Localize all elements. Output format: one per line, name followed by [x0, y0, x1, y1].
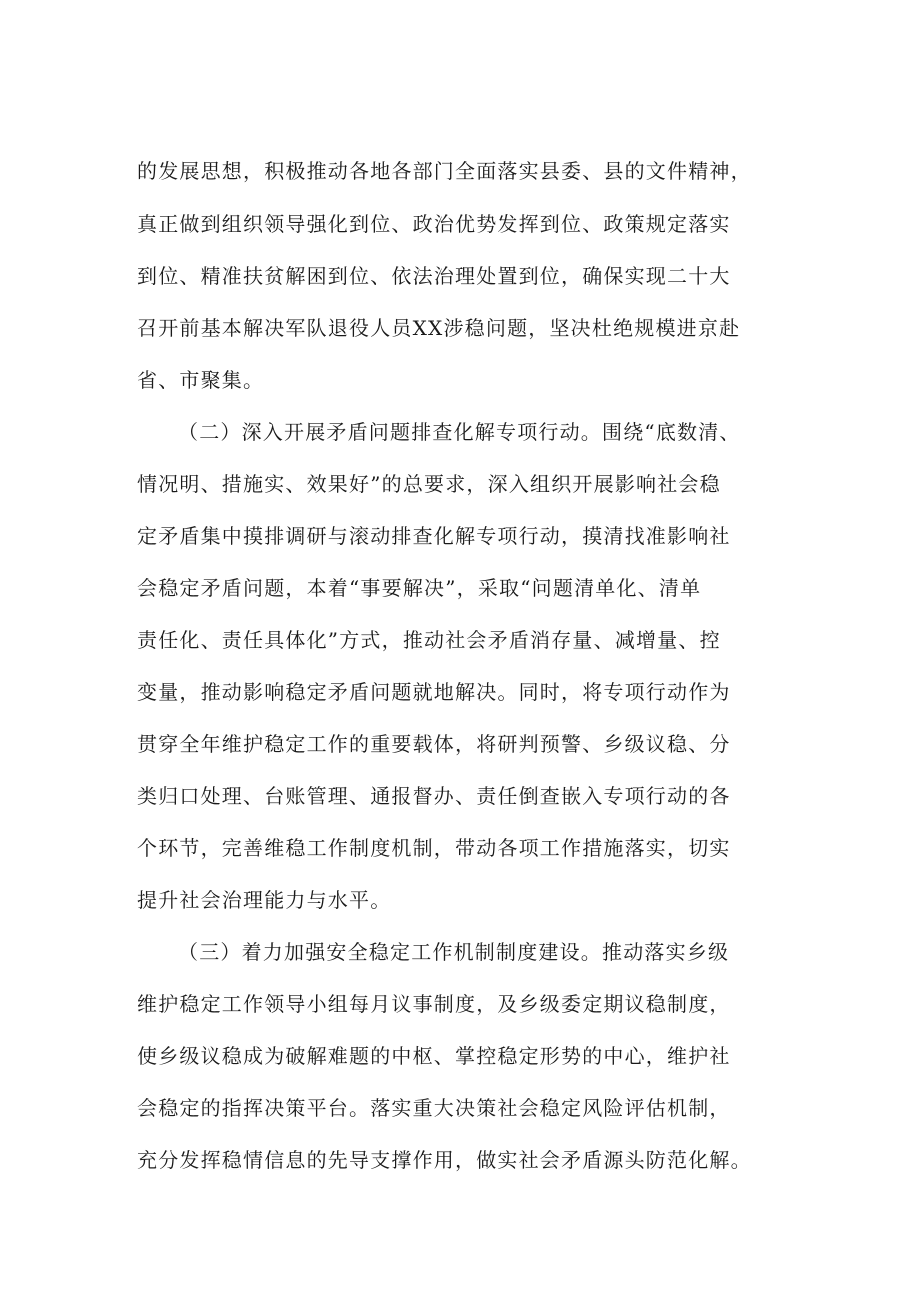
text-line: 召开前基本解决军队退役人员XX涉稳问题，坚决杜绝规模进京赴 — [137, 316, 741, 340]
text-line: 类归口处理、台账管理、通报督办、责任倒查嵌入专项行动的各 — [137, 784, 731, 808]
text-line: 情况明、措施实、效果好”的总要求，深入组织开展影响社会稳 — [137, 472, 721, 496]
text-line: 使乡级议稳成为破解难题的中枢、掌控稳定形势的中心，维护社 — [137, 1044, 731, 1068]
text-line: 维护稳定工作领导小组每月议事制度，及乡级委定期议稳制度， — [137, 992, 731, 1016]
text-line: 会稳定的指挥决策平台。落实重大决策社会稳定风险评估机制， — [137, 1096, 731, 1120]
text-line: 的发展思想，积极推动各地各部门全面落实县委、县的文件精神， — [137, 159, 752, 183]
text-line: 省、市聚集。 — [137, 368, 265, 392]
paragraph-heading-3: （三）着力加强安全稳定工作机制制度建设。推动落实乡级 — [178, 940, 730, 964]
text-line: 充分发挥稳情信息的先导支撑作用，做实社会矛盾源头防范化解。 — [137, 1148, 752, 1172]
text-line: 定矛盾集中摸排调研与滚动排查化解专项行动，摸清找准影响社 — [137, 524, 731, 548]
text-line: 个环节，完善维稳工作制度机制，带动各项工作措施落实，切实 — [137, 836, 731, 860]
text-line: 真正做到组织领导强化到位、政治优势发挥到位、政策规定落实 — [137, 212, 731, 236]
text-line: 到位、精准扶贫解困到位、依法治理处置到位，确保实现二十大 — [137, 264, 731, 288]
text-line: 提升社会治理能力与水平。 — [137, 888, 392, 912]
paragraph-heading-2: （二）深入开展矛盾问题排查化解专项行动。围绕“底数清、 — [178, 420, 741, 444]
text-line: 贯穿全年维护稳定工作的重要载体，将研判预警、乡级议稳、分 — [137, 732, 731, 756]
text-line: 责任化、责任具体化”方式，推动社会矛盾消存量、减增量、控 — [137, 628, 721, 652]
text-line: 会稳定矛盾问题，本着“事要解决”，采取“问题清单化、清单 — [137, 576, 702, 600]
text-line: 变量，推动影响稳定矛盾问题就地解决。同时，将专项行动作为 — [137, 680, 731, 704]
